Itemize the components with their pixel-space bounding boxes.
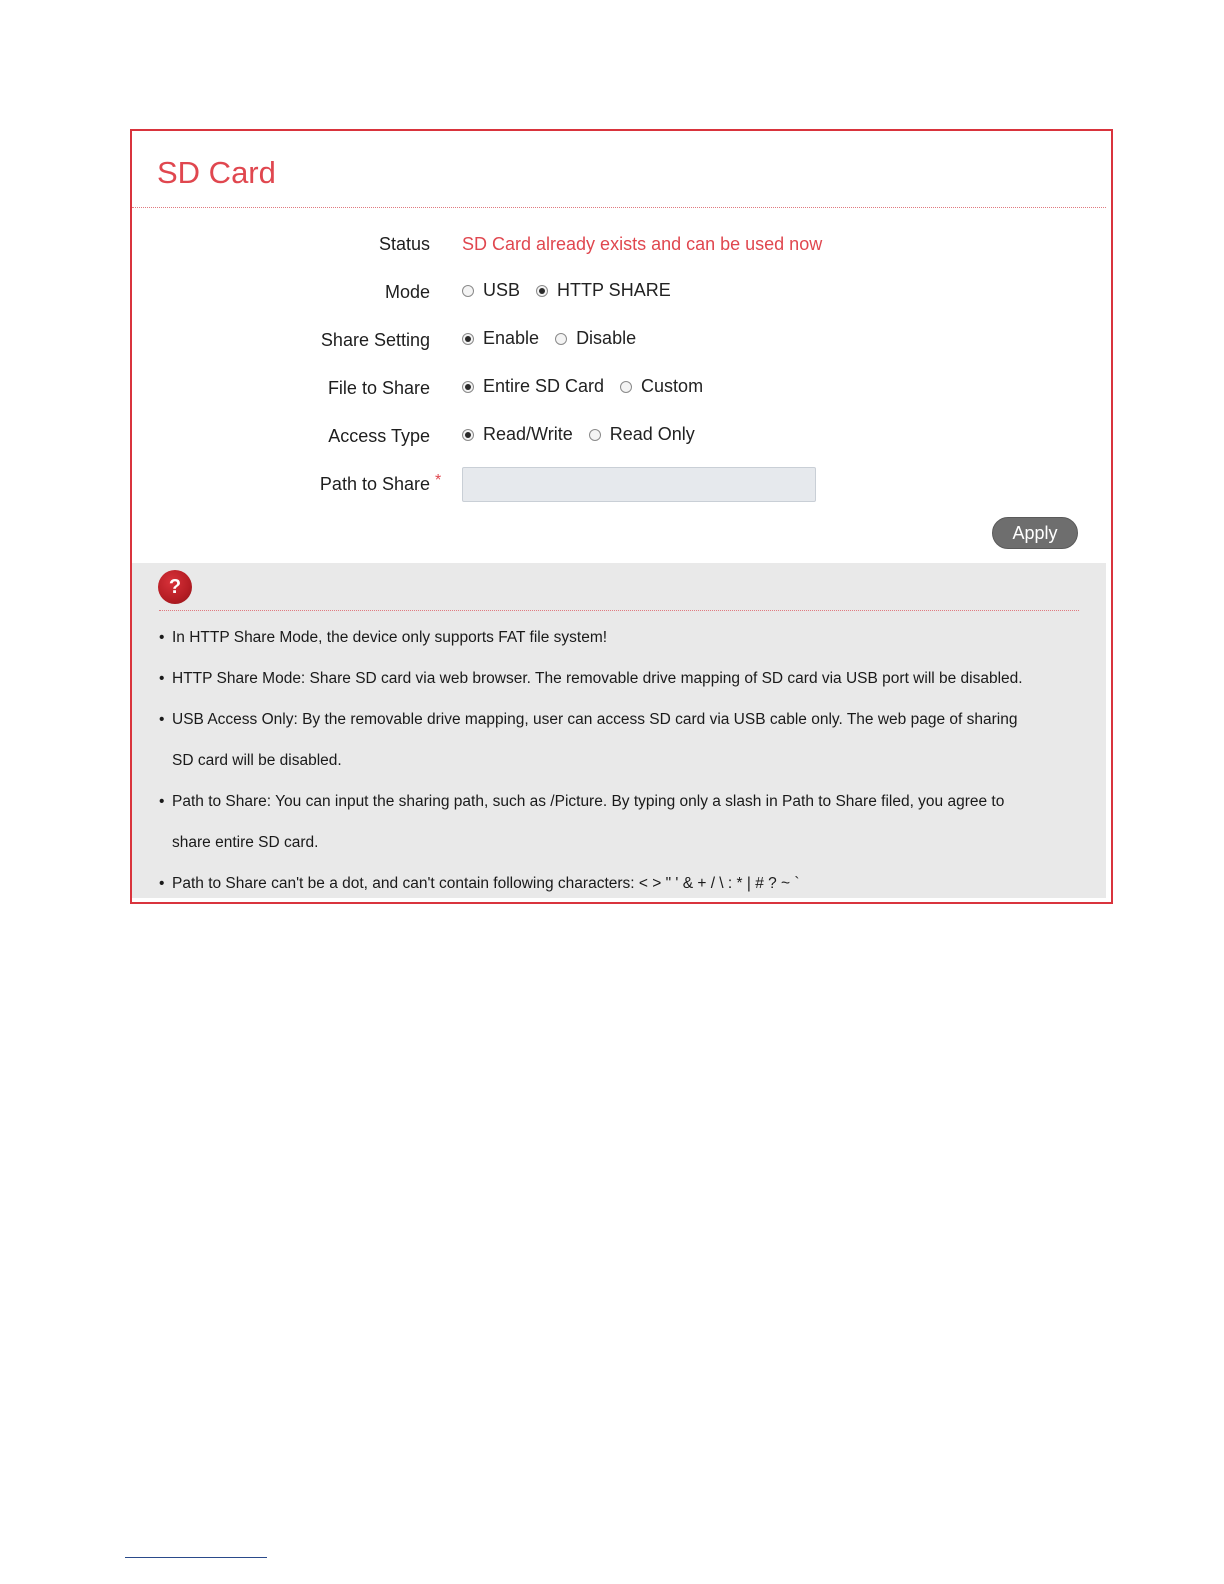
access-read-only-label: Read Only [609,424,695,444]
apply-button[interactable]: Apply [992,517,1078,549]
file-to-share-radio-group [462,376,719,397]
access-read-write-radio[interactable] [462,429,474,441]
help-divider [159,610,1079,611]
status-label: Status [378,234,430,254]
access-option-read-only[interactable] [589,424,695,445]
help-item: • USB Access Only: By the removable drive mapping, user can access SD card via USB cable only. The web page of sharing [159,699,1089,740]
mode-option-usb[interactable] [462,280,520,301]
share-disable-label: Disable [576,328,637,348]
access-read-write-label: Read/Write [483,424,573,444]
mode-row [132,278,1106,308]
share-setting-row [132,326,1106,356]
file-option-custom[interactable] [620,376,703,397]
status-row [132,230,1106,260]
share-setting-option-disable[interactable] [555,328,636,349]
mode-label: Mode [384,282,430,302]
mode-option-http-share[interactable] [536,280,671,301]
help-item: • Path to Share can't be a dot, and can't contain following characters: < > " ' & + / \ : * | # ? ~ ` [159,863,1089,904]
help-item: • Path to Share: You can input the sharing path, such as /Picture. By typing only a slash in Path to Share filed, you agree to [159,781,1089,822]
file-custom-label: Custom [641,376,704,396]
mode-http-share-radio[interactable] [536,285,548,297]
share-setting-radio-group [462,328,652,349]
path-to-share-input[interactable] [462,467,816,502]
mode-usb-label: USB [483,280,521,300]
file-custom-radio[interactable] [620,381,632,393]
help-item: • In HTTP Share Mode, the device only supports FAT file system! [159,617,1089,658]
share-disable-radio[interactable] [555,333,567,345]
help-list [159,617,1089,904]
share-enable-radio[interactable] [462,333,474,345]
status-value: SD Card already exists and can be used now [462,234,823,254]
file-entire-radio[interactable] [462,381,474,393]
share-enable-label: Enable [483,328,540,348]
question-icon: ? [158,570,192,604]
file-to-share-label: File to Share [327,378,430,398]
share-setting-option-enable[interactable] [462,328,539,349]
access-type-row [132,422,1106,452]
page-title: SD Card [157,155,276,190]
mode-http-share-label: HTTP SHARE [557,280,671,300]
help-item-continuation: share entire SD card. [172,834,319,851]
access-type-radio-group [462,424,711,445]
file-entire-label: Entire SD Card [483,376,605,396]
required-marker: * [435,472,442,489]
access-option-read-write[interactable] [462,424,573,445]
mode-radio-group [462,280,687,301]
share-setting-label: Share Setting [320,330,430,350]
file-option-entire-sd-card[interactable] [462,376,604,397]
help-section [132,563,1106,898]
mode-usb-radio[interactable] [462,285,474,297]
path-to-share-label: Path to Share [319,474,430,494]
footnote-rule [125,1557,267,1558]
access-read-only-radio[interactable] [589,429,601,441]
title-divider [132,207,1106,208]
help-item-continuation: SD card will be disabled. [172,752,342,769]
access-type-label: Access Type [328,426,430,446]
sd-card-panel [130,129,1113,904]
file-to-share-row [132,374,1106,404]
help-item: • HTTP Share Mode: Share SD card via web browser. The removable drive mapping of SD card via USB port will be disabled. [159,658,1089,699]
